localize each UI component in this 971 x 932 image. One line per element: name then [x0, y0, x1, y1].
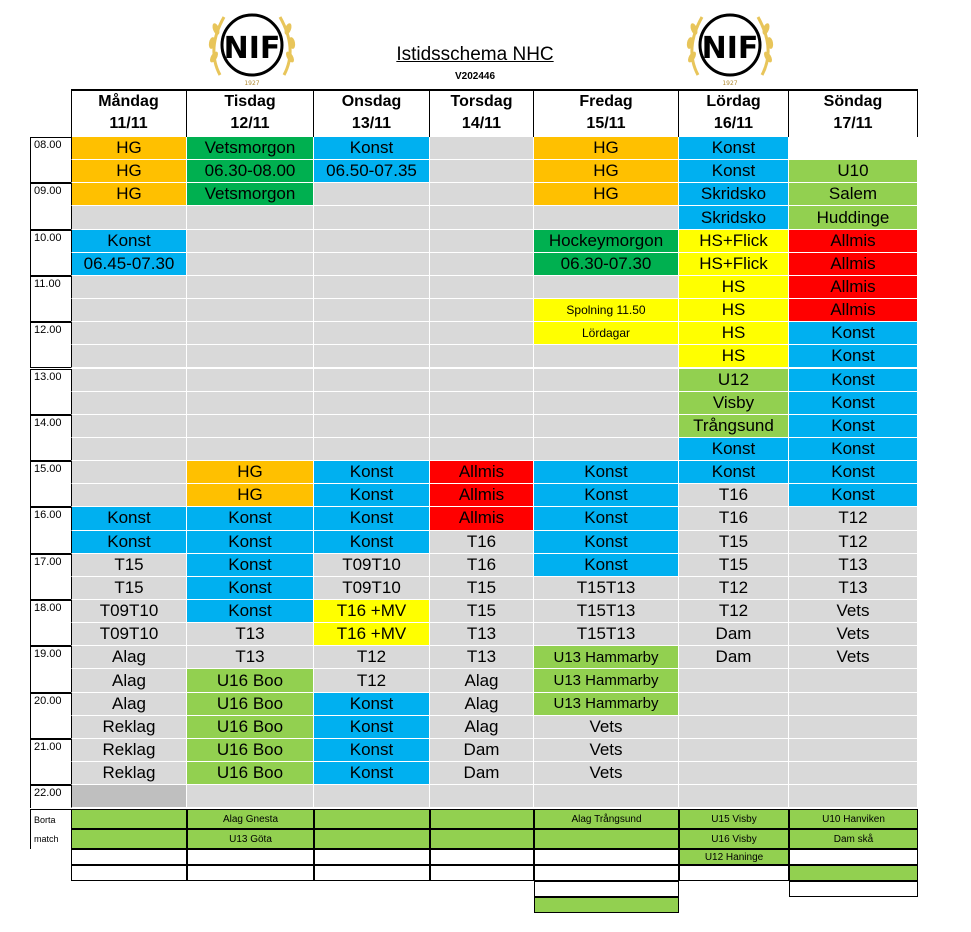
time-label: 15.00: [30, 461, 71, 484]
day-date: 15/11: [586, 115, 626, 132]
schedule-cell: Konst: [314, 507, 430, 530]
schedule-cell: [71, 484, 187, 507]
schedule-cell: Konst: [679, 461, 789, 484]
schedule-cell: Konst: [789, 369, 918, 392]
schedule-cell: HS: [679, 276, 789, 299]
laurel-logo-icon: [680, 5, 780, 89]
schedule-cell: Alag: [71, 669, 187, 692]
schedule-cell: T16 +MV: [314, 623, 430, 646]
schedule-cell: 06.45-07.30: [71, 253, 187, 276]
schedule-cell: [789, 739, 918, 762]
time-label: 18.00: [30, 600, 71, 623]
schedule-cell: Konst: [314, 693, 430, 716]
away-cell: Alag Gnesta: [187, 809, 314, 829]
svg-text:NIF: NIF: [701, 31, 759, 66]
day-header-5: [534, 89, 679, 137]
nif-logo-right: [680, 5, 780, 89]
time-label: [30, 531, 71, 554]
schedule-cell: [679, 785, 789, 808]
svg-text:1927: 1927: [722, 80, 738, 87]
schedule-cell: T12: [314, 646, 430, 669]
time-label: [30, 716, 71, 739]
time-label: [30, 206, 71, 229]
time-label: 13.00: [30, 369, 71, 392]
schedule-cell: U16 Boo: [187, 739, 314, 762]
schedule-cell: T15T13: [534, 623, 679, 646]
day-header-2: [187, 89, 314, 137]
schedule-cell: T13: [430, 646, 534, 669]
schedule-cell: HG: [534, 137, 679, 160]
schedule-cell: Huddinge: [789, 206, 918, 229]
schedule-cell: T15T13: [534, 600, 679, 623]
schedule-cell: Konst: [789, 345, 918, 368]
schedule-cell: [430, 345, 534, 368]
day-header-1: [71, 89, 187, 137]
schedule-cell: Konst: [679, 137, 789, 160]
schedule-cell: Dam: [430, 739, 534, 762]
away-cell: [71, 829, 187, 849]
schedule-cell: Spolning 11.50: [534, 299, 679, 322]
time-label: [30, 253, 71, 276]
schedule-cell: [187, 438, 314, 461]
schedule-cell: Lördagar: [534, 322, 679, 345]
schedule-cell: Konst: [71, 230, 187, 253]
schedule-cell: [187, 322, 314, 345]
schedule-cell: Konst: [71, 507, 187, 530]
schedule-cell: [187, 299, 314, 322]
schedule-cell: [430, 785, 534, 808]
schedule-cell: [789, 762, 918, 785]
time-label: [30, 762, 71, 785]
schedule-cell: T13: [789, 554, 918, 577]
schedule-cell: U16 Boo: [187, 693, 314, 716]
schedule-cell: HS: [679, 345, 789, 368]
away-cell: U12 Haninge: [679, 849, 789, 865]
schedule-cell: [534, 438, 679, 461]
schedule-cell: U10: [789, 160, 918, 183]
schedule-cell: [430, 206, 534, 229]
away-label: [30, 809, 71, 849]
laurel-logo-icon: [202, 5, 302, 89]
away-cell: [789, 849, 918, 865]
away-cell: [71, 865, 187, 881]
schedule-cell: [314, 785, 430, 808]
schedule-cell: Konst: [314, 461, 430, 484]
away-cell: [71, 849, 187, 865]
schedule-cell: T12: [679, 600, 789, 623]
schedule-cell: Konst: [187, 600, 314, 623]
day-header-6: [679, 89, 789, 137]
day-name: Torsdag: [450, 93, 513, 110]
schedule-cell: HG: [71, 137, 187, 160]
time-label: [30, 160, 71, 183]
schedule-cell: Allmis: [789, 230, 918, 253]
schedule-cell: [789, 669, 918, 692]
schedule-cell: T15: [430, 577, 534, 600]
schedule-cell: [430, 253, 534, 276]
schedule-cell: Allmis: [430, 507, 534, 530]
time-label: 08.00: [30, 137, 71, 160]
day-header-7: [789, 89, 918, 137]
schedule-cell: [430, 438, 534, 461]
schedule-cell: Skridsko: [679, 183, 789, 206]
schedule-cell: T09T10: [314, 554, 430, 577]
time-label: 09.00: [30, 183, 71, 206]
schedule-cell: [679, 739, 789, 762]
schedule-cell: [314, 369, 430, 392]
away-cell: Dam skå: [789, 829, 918, 849]
schedule-cell: T13: [187, 646, 314, 669]
schedule-cell: HS: [679, 322, 789, 345]
schedule-cell: [187, 415, 314, 438]
version-label: V202446: [454, 71, 496, 82]
schedule-cell: Konst: [187, 531, 314, 554]
schedule-cell: [187, 253, 314, 276]
schedule-cell: [534, 415, 679, 438]
away-cell: U13 Göta: [187, 829, 314, 849]
schedule-cell: [314, 345, 430, 368]
schedule-cell: Konst: [789, 484, 918, 507]
schedule-cell: [430, 137, 534, 160]
schedule-cell: Dam: [430, 762, 534, 785]
schedule-cell: HG: [187, 484, 314, 507]
schedule-cell: [679, 693, 789, 716]
schedule-cell: HG: [534, 183, 679, 206]
schedule-cell: T15: [679, 554, 789, 577]
away-cell: [679, 865, 789, 881]
schedule-cell: [430, 369, 534, 392]
schedule-cell: Vets: [789, 623, 918, 646]
schedule-cell: [187, 206, 314, 229]
nif-logo-left: [202, 5, 302, 89]
schedule-cell: U13 Hammarby: [534, 646, 679, 669]
schedule-cell: [534, 276, 679, 299]
schedule-cell: HS+Flick: [679, 253, 789, 276]
schedule-cell: [430, 299, 534, 322]
schedule-cell: T12: [789, 507, 918, 530]
schedule-cell: Konst: [71, 531, 187, 554]
schedule-cell: Konst: [534, 461, 679, 484]
page-title: Istidsschema NHC: [396, 44, 554, 65]
schedule-cell: Konst: [534, 554, 679, 577]
schedule-cell: T15T13: [534, 577, 679, 600]
schedule-cell: Konst: [534, 507, 679, 530]
schedule-cell: Vets: [534, 739, 679, 762]
schedule-cell: Konst: [187, 507, 314, 530]
schedule-cell: T16: [679, 484, 789, 507]
away-cell: [534, 881, 679, 897]
schedule-cell: Vetsmorgon: [187, 183, 314, 206]
schedule-cell: [187, 230, 314, 253]
schedule-cell: T16 +MV: [314, 600, 430, 623]
away-label-line2: match: [34, 834, 59, 845]
schedule-cell: [679, 716, 789, 739]
away-cell: [314, 809, 430, 829]
schedule-cell: Alag: [430, 693, 534, 716]
schedule-cell: [430, 322, 534, 345]
schedule-cell: Allmis: [789, 276, 918, 299]
away-cell: [534, 829, 679, 849]
time-label: 20.00: [30, 693, 71, 716]
schedule-cell: T15: [71, 577, 187, 600]
schedule-cell: U13 Hammarby: [534, 693, 679, 716]
schedule-cell: [71, 276, 187, 299]
schedule-cell: [71, 345, 187, 368]
away-cell: [430, 809, 534, 829]
schedule-cell: T13: [430, 623, 534, 646]
schedule-cell: [430, 230, 534, 253]
away-cell: [534, 897, 679, 913]
day-name: Söndag: [823, 93, 883, 110]
schedule-cell: [789, 137, 918, 160]
svg-text:1927: 1927: [244, 80, 260, 87]
schedule-cell: T09T10: [71, 600, 187, 623]
schedule-cell: HG: [187, 461, 314, 484]
schedule-cell: [789, 693, 918, 716]
time-label: [30, 392, 71, 415]
away-cell: [430, 849, 534, 865]
schedule-cell: Alag: [430, 669, 534, 692]
schedule-cell: [679, 762, 789, 785]
schedule-cell: Alag: [71, 693, 187, 716]
time-label: [30, 484, 71, 507]
schedule-cell: Konst: [789, 415, 918, 438]
schedule-cell: [187, 345, 314, 368]
time-label: [30, 299, 71, 322]
schedule-cell: T13: [789, 577, 918, 600]
time-label: 22.00: [30, 785, 71, 808]
schedule-cell: 06.30-07.30: [534, 253, 679, 276]
schedule-cell: Konst: [679, 438, 789, 461]
schedule-cell: T15: [71, 554, 187, 577]
schedule-cell: U13 Hammarby: [534, 669, 679, 692]
schedule-cell: Vetsmorgon: [187, 137, 314, 160]
schedule-cell: T12: [314, 669, 430, 692]
schedule-cell: Konst: [789, 322, 918, 345]
time-label: 12.00: [30, 322, 71, 345]
schedule-cell: Salem: [789, 183, 918, 206]
time-label: 11.00: [30, 276, 71, 299]
time-label: 17.00: [30, 554, 71, 577]
schedule-cell: U16 Boo: [187, 716, 314, 739]
away-cell: [789, 865, 918, 881]
day-date: 13/11: [351, 115, 392, 132]
schedule-cell: [314, 253, 430, 276]
schedule-cell: [71, 322, 187, 345]
schedule-cell: [314, 438, 430, 461]
schedule-cell: Visby: [679, 392, 789, 415]
away-cell: [187, 865, 314, 881]
schedule-cell: T09T10: [314, 577, 430, 600]
schedule-cell: Allmis: [430, 461, 534, 484]
day-name: Lördag: [706, 93, 761, 110]
away-cell: [534, 865, 679, 881]
schedule-cell: Konst: [789, 438, 918, 461]
schedule-cell: Vets: [789, 600, 918, 623]
schedule-cell: T16: [430, 531, 534, 554]
schedule-cell: Konst: [314, 484, 430, 507]
schedule-cell: [534, 345, 679, 368]
schedule-cell: [71, 299, 187, 322]
time-label: [30, 345, 71, 368]
away-cell: [71, 809, 187, 829]
schedule-cell: Allmis: [430, 484, 534, 507]
schedule-cell: Konst: [789, 392, 918, 415]
schedule-cell: Trångsund: [679, 415, 789, 438]
schedule-cell: [314, 392, 430, 415]
schedule-cell: [314, 299, 430, 322]
schedule-cell: [430, 160, 534, 183]
away-cell: [314, 849, 430, 865]
schedule-cell: [314, 322, 430, 345]
schedule-cell: [314, 230, 430, 253]
day-date: 17/11: [833, 115, 873, 132]
schedule-cell: Vets: [789, 646, 918, 669]
away-cell: [314, 865, 430, 881]
schedule-cell: [71, 461, 187, 484]
day-date: 16/11: [713, 115, 754, 132]
schedule-cell: Reklag: [71, 716, 187, 739]
schedule-cell: Konst: [534, 531, 679, 554]
away-cell: [534, 849, 679, 865]
schedule-cell: Konst: [187, 577, 314, 600]
schedule-cell: [789, 716, 918, 739]
schedule-cell: Vets: [534, 762, 679, 785]
away-label-line1: Borta: [34, 815, 56, 826]
schedule-cell: Alag: [71, 646, 187, 669]
day-date: 12/11: [230, 115, 270, 132]
away-cell: [430, 865, 534, 881]
schedule-cell: T16: [430, 554, 534, 577]
schedule-cell: [430, 276, 534, 299]
schedule-cell: Allmis: [789, 299, 918, 322]
schedule-cell: [71, 785, 187, 808]
schedule-cell: T15: [430, 600, 534, 623]
schedule-cell: 06.30-08.00: [187, 160, 314, 183]
schedule-cell: [71, 438, 187, 461]
schedule-cell: T12: [789, 531, 918, 554]
time-label: [30, 577, 71, 600]
schedule-cell: T09T10: [71, 623, 187, 646]
schedule-cell: Konst: [314, 739, 430, 762]
schedule-cell: Allmis: [789, 253, 918, 276]
schedule-cell: [314, 276, 430, 299]
schedule-cell: [430, 392, 534, 415]
schedule-cell: Skridsko: [679, 206, 789, 229]
schedule-cell: [71, 415, 187, 438]
away-cell: U15 Visby: [679, 809, 789, 829]
schedule-cell: T13: [187, 623, 314, 646]
svg-text:NIF: NIF: [223, 31, 281, 66]
schedule-cell: [534, 369, 679, 392]
schedule-cell: [430, 183, 534, 206]
schedule-cell: Vets: [534, 716, 679, 739]
away-cell: [314, 829, 430, 849]
schedule-cell: T15: [679, 531, 789, 554]
schedule-cell: [534, 785, 679, 808]
away-cell: U16 Visby: [679, 829, 789, 849]
away-cell: Alag Trångsund: [534, 809, 679, 829]
schedule-cell: Reklag: [71, 762, 187, 785]
schedule-cell: Konst: [534, 484, 679, 507]
schedule-cell: [71, 369, 187, 392]
day-name: Måndag: [98, 93, 159, 110]
schedule-cell: HG: [71, 160, 187, 183]
schedule-cell: Konst: [789, 461, 918, 484]
schedule-cell: [534, 206, 679, 229]
day-header-3: [314, 89, 430, 137]
schedule-cell: T12: [679, 577, 789, 600]
schedule-cell: [534, 392, 679, 415]
time-label: [30, 623, 71, 646]
schedule-cell: Konst: [314, 531, 430, 554]
day-name: Fredag: [579, 93, 633, 110]
day-header-4: [430, 89, 534, 137]
schedule-cell: [187, 276, 314, 299]
schedule-cell: [789, 785, 918, 808]
time-label: [30, 438, 71, 461]
schedule-cell: [187, 392, 314, 415]
schedule-cell: 06.50-07.35: [314, 160, 430, 183]
schedule-cell: Dam: [679, 623, 789, 646]
day-name: Onsdag: [341, 93, 402, 110]
time-label: 16.00: [30, 507, 71, 530]
schedule-cell: [430, 415, 534, 438]
schedule-cell: HS+Flick: [679, 230, 789, 253]
schedule-cell: Konst: [679, 160, 789, 183]
schedule-cell: Konst: [314, 137, 430, 160]
away-cell: [430, 829, 534, 849]
schedule-cell: U12: [679, 369, 789, 392]
schedule-cell: HG: [71, 183, 187, 206]
schedule-cell: T16: [679, 507, 789, 530]
time-label: 14.00: [30, 415, 71, 438]
time-label: [30, 669, 71, 692]
away-cell: [187, 849, 314, 865]
schedule-cell: [314, 415, 430, 438]
schedule-cell: [314, 183, 430, 206]
schedule-cell: Konst: [314, 762, 430, 785]
schedule-cell: Konst: [187, 554, 314, 577]
schedule-cell: [71, 392, 187, 415]
day-name: Tisdag: [224, 93, 276, 110]
day-date: 11/11: [109, 115, 148, 132]
schedule-cell: HG: [534, 160, 679, 183]
schedule-cell: Hockeymorgon: [534, 230, 679, 253]
schedule-cell: U16 Boo: [187, 762, 314, 785]
time-label: 21.00: [30, 739, 71, 762]
schedule-cell: Dam: [679, 646, 789, 669]
schedule-cell: [187, 369, 314, 392]
schedule-cell: [679, 669, 789, 692]
schedule-cell: [187, 785, 314, 808]
schedule-cell: U16 Boo: [187, 669, 314, 692]
away-cell: U10 Hanviken: [789, 809, 918, 829]
schedule-cell: [314, 206, 430, 229]
time-label: 19.00: [30, 646, 71, 669]
schedule-cell: [71, 206, 187, 229]
schedule-cell: Reklag: [71, 739, 187, 762]
schedule-cell: Alag: [430, 716, 534, 739]
away-cell: [789, 881, 918, 897]
day-date: 14/11: [461, 115, 502, 132]
schedule-cell: HS: [679, 299, 789, 322]
time-label: 10.00: [30, 230, 71, 253]
schedule-cell: Konst: [314, 716, 430, 739]
